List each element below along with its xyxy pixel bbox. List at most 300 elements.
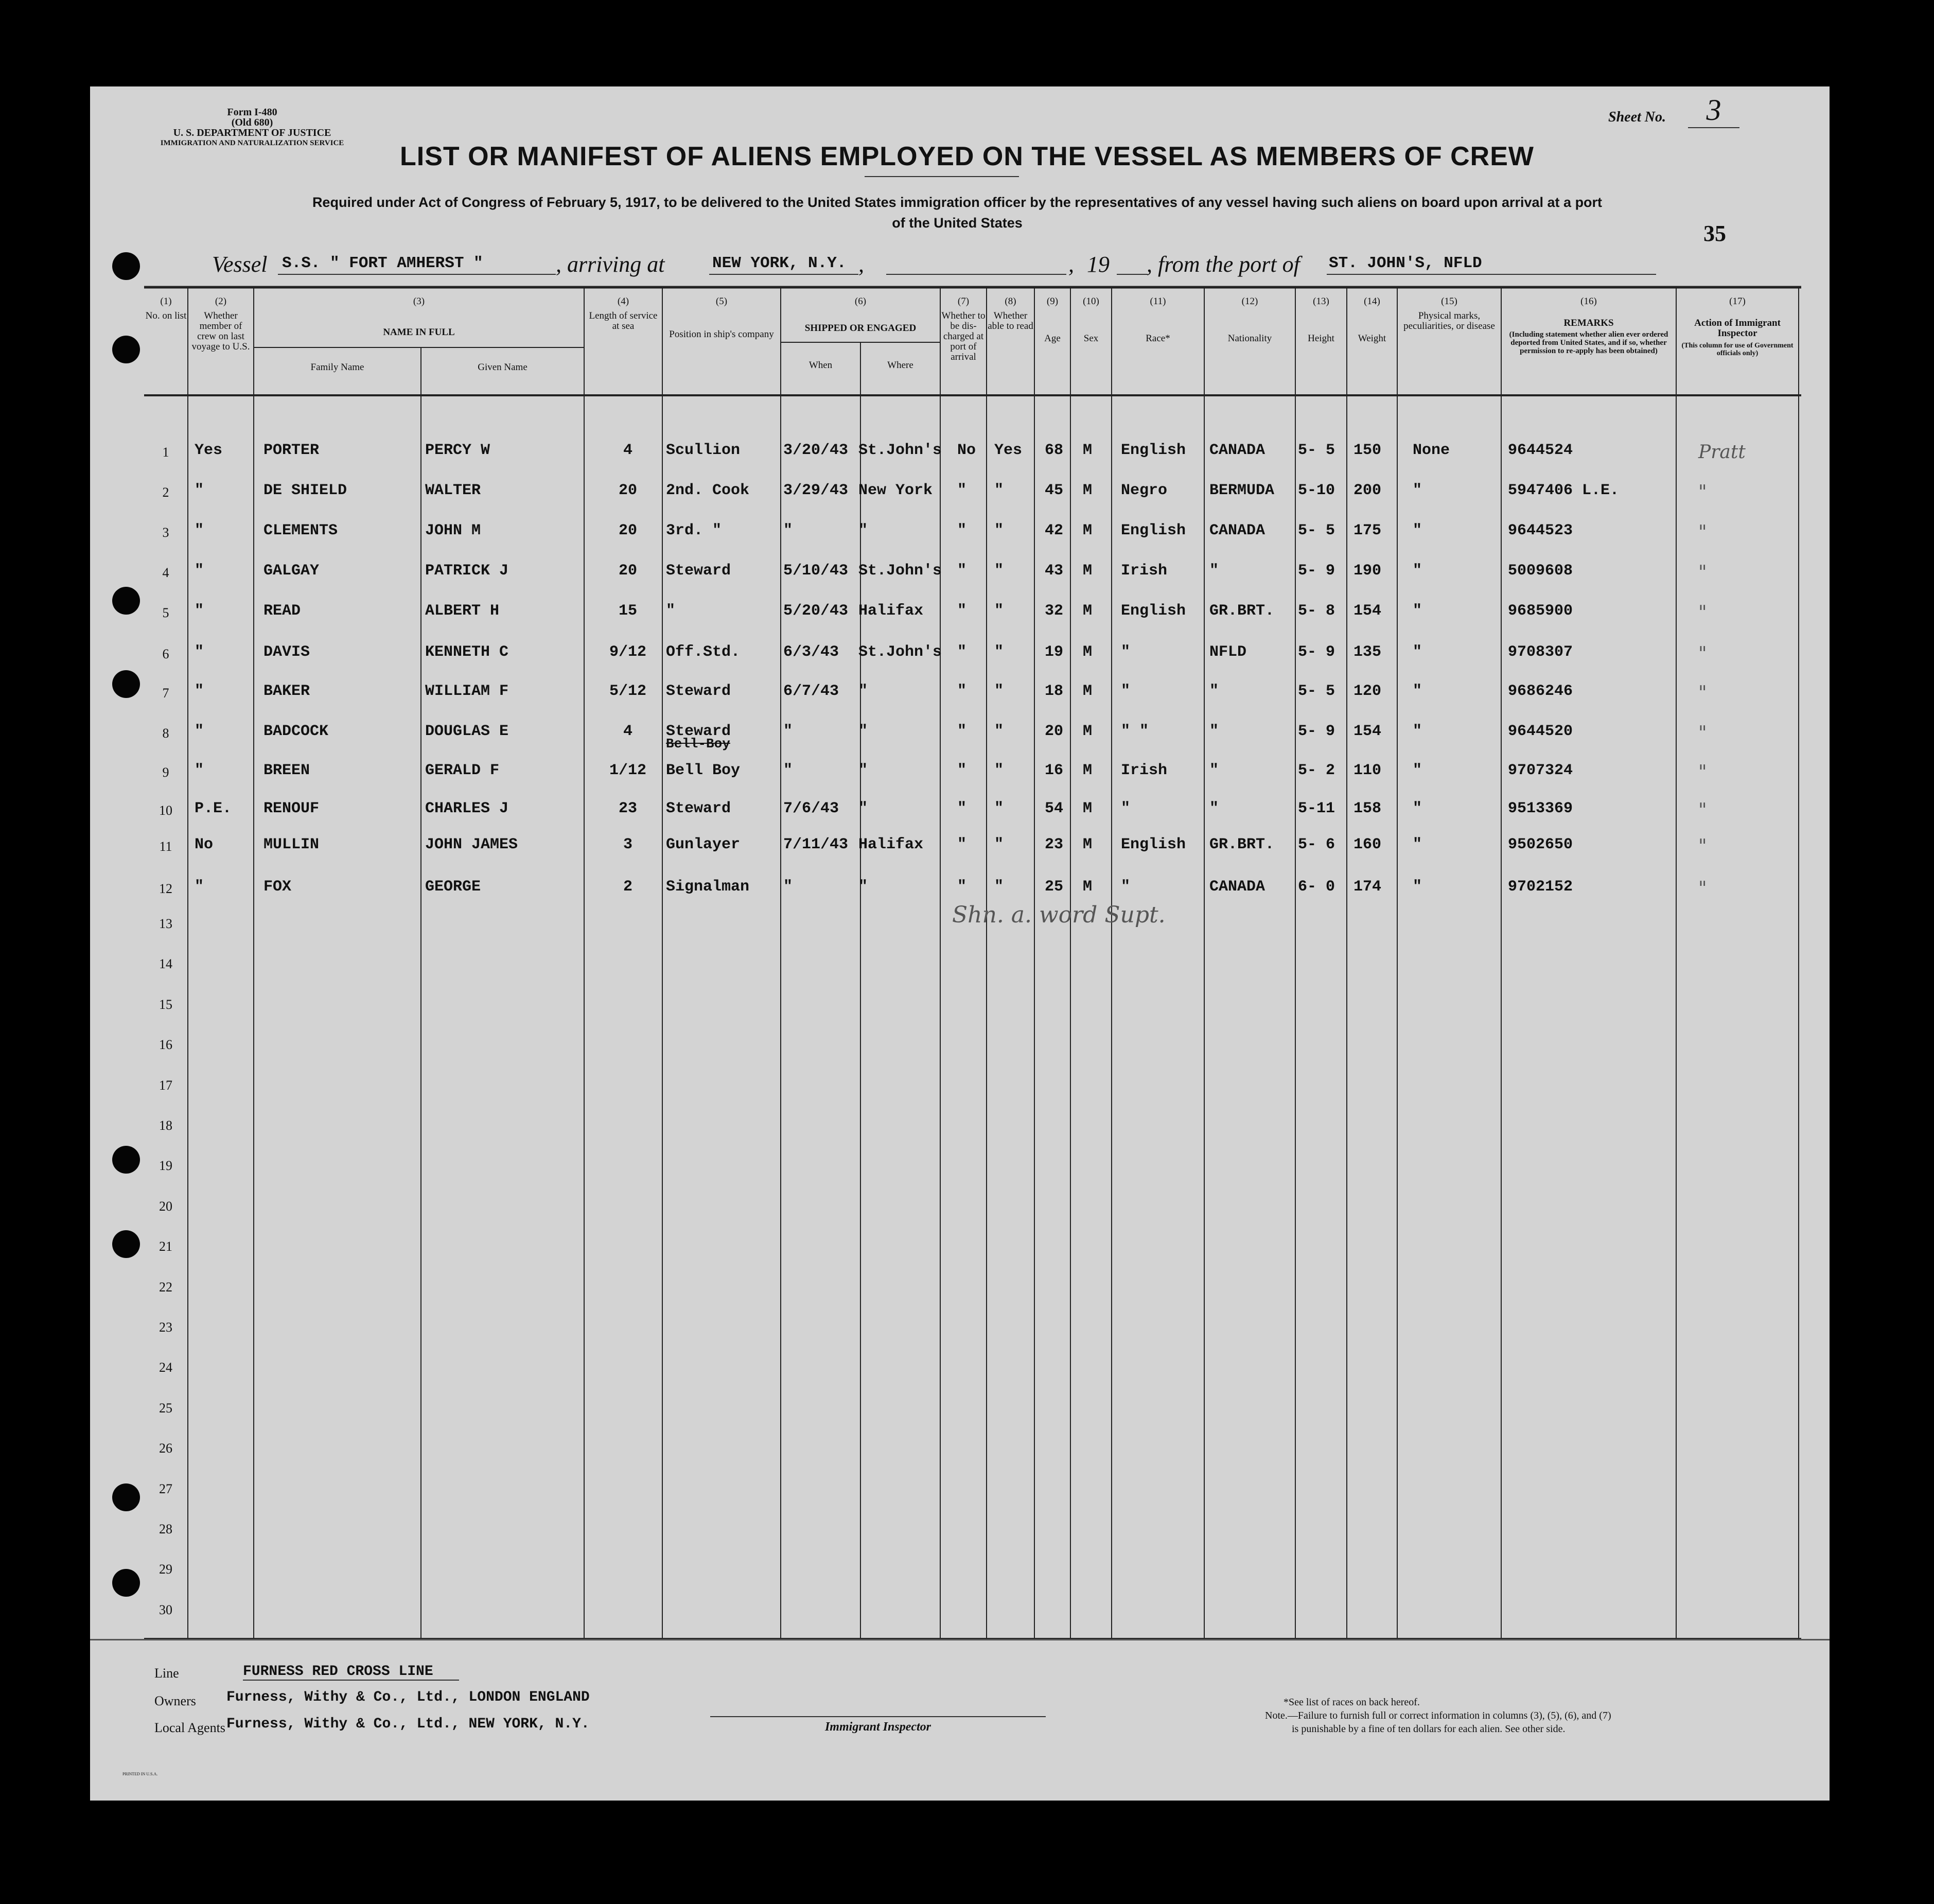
row-number: 30 xyxy=(159,1602,172,1617)
cell-prev-voyage: Yes xyxy=(195,442,223,459)
cell-sex: M xyxy=(1083,762,1093,779)
cell-height: 5- 5 xyxy=(1298,442,1335,459)
column-number: (1) xyxy=(160,296,172,307)
form-number: Form I-480 xyxy=(227,107,277,118)
cell-race: " xyxy=(1121,643,1131,661)
cell-shipped-where: Halifax xyxy=(858,602,924,620)
cell-service-length: 20 xyxy=(618,562,637,580)
agents-label: Local Agents xyxy=(154,1720,225,1735)
row-number: 22 xyxy=(159,1280,172,1295)
printer-mark: PRINTED IN U.S.A. xyxy=(122,1772,158,1776)
column-number: (9) xyxy=(1046,296,1059,307)
cell-prev-voyage: P.E. xyxy=(195,800,232,817)
cell-given-name: JOHN M xyxy=(425,522,481,539)
cell-inspector-action: Pratt xyxy=(1698,442,1746,463)
column-number: (2) xyxy=(215,296,227,307)
cell-age: 25 xyxy=(1045,878,1064,896)
cell-given-name: GERALD F xyxy=(425,762,500,779)
cell-remarks: 9686246 xyxy=(1508,683,1573,700)
cell-physical-marks: " xyxy=(1413,878,1422,896)
cell-height: 5- 5 xyxy=(1298,522,1335,539)
cell-discharged: " xyxy=(957,800,967,817)
cell-shipped-when: 7/6/43 xyxy=(783,800,839,817)
cell-physical-marks: " xyxy=(1413,836,1422,853)
cell-weight: 158 xyxy=(1353,800,1382,817)
row-number: 18 xyxy=(159,1118,172,1133)
cell-service-length: 4 xyxy=(623,442,632,459)
cell-height: 5- 9 xyxy=(1298,643,1335,661)
cell-race: English xyxy=(1121,836,1186,853)
subtitle-line-2: of the United States xyxy=(892,215,1023,231)
cell-able-to-read: " xyxy=(994,643,1004,661)
cell-discharged: " xyxy=(957,562,967,580)
comma: , xyxy=(1068,252,1074,277)
cell-discharged: " xyxy=(957,878,967,896)
arriving-port: NEW YORK, N.Y. xyxy=(712,254,847,272)
cell-prev-voyage: " xyxy=(195,762,204,779)
row-number: 11 xyxy=(159,839,172,854)
cell-nationality: " xyxy=(1209,562,1219,580)
row-number: 21 xyxy=(159,1239,172,1254)
cell-discharged: " xyxy=(957,723,967,740)
row-number: 6 xyxy=(162,647,169,661)
cell-race: English xyxy=(1121,522,1186,539)
cell-inspector-action: " xyxy=(1698,723,1707,744)
cell-remarks: 9702152 xyxy=(1508,878,1573,896)
cell-given-name: WALTER xyxy=(425,482,481,499)
cell-position: " xyxy=(666,602,676,620)
cell-position: Scullion xyxy=(666,442,741,459)
cell-family-name: READ xyxy=(263,602,301,620)
cell-nationality: GR.BRT. xyxy=(1209,836,1275,853)
cell-race: Negro xyxy=(1121,482,1168,499)
column-header-label: No. on list xyxy=(145,310,187,321)
cell-shipped-where: " xyxy=(858,723,868,740)
cell-shipped-when: " xyxy=(783,522,793,539)
cell-shipped-where: " xyxy=(858,762,868,779)
column-header-label: Whether to be dis-charged at port of arrival xyxy=(941,310,986,362)
inspector-signature-line xyxy=(710,1716,1046,1717)
cell-physical-marks: " xyxy=(1413,800,1422,817)
cell-shipped-when: 3/29/43 xyxy=(783,482,849,499)
family-name-header: Family Name xyxy=(310,362,364,373)
cell-weight: 174 xyxy=(1353,878,1382,896)
column-number: (11) xyxy=(1150,296,1166,307)
cell-nationality: " xyxy=(1209,762,1219,779)
cell-able-to-read: " xyxy=(994,800,1004,817)
owners-label: Owners xyxy=(154,1693,196,1708)
cell-remarks: 9644524 xyxy=(1508,442,1573,459)
cell-discharged: " xyxy=(957,683,967,700)
cell-position: Steward xyxy=(666,723,731,740)
cell-height: 5- 8 xyxy=(1298,602,1335,620)
cell-prev-voyage: " xyxy=(195,878,204,896)
row-number: 12 xyxy=(159,881,172,896)
cell-age: 43 xyxy=(1045,562,1064,580)
cell-remarks: 9707324 xyxy=(1508,762,1573,779)
cell-service-length: 15 xyxy=(618,602,637,620)
cell-service-length: 1/12 xyxy=(609,762,646,779)
cell-family-name: CLEMENTS xyxy=(263,522,338,539)
cell-given-name: ALBERT H xyxy=(425,602,500,620)
cell-inspector-action: " xyxy=(1698,878,1707,899)
row-number: 5 xyxy=(162,605,169,620)
cell-inspector-action: " xyxy=(1698,522,1707,543)
column-number: (5) xyxy=(715,296,728,307)
cell-able-to-read: " xyxy=(994,723,1004,740)
cell-sex: M xyxy=(1083,878,1093,896)
cell-given-name: PERCY W xyxy=(425,442,490,459)
cell-inspector-action: " xyxy=(1698,762,1707,783)
column-number: (6) xyxy=(854,296,867,307)
cell-family-name: BAKER xyxy=(263,683,310,700)
cell-sex: M xyxy=(1083,522,1093,539)
footer-rule xyxy=(90,1639,1830,1640)
cell-age: 42 xyxy=(1045,522,1064,539)
cell-family-name: BADCOCK xyxy=(263,723,329,740)
owners-value: Furness, Withy & Co., Ltd., LONDON ENGLAND xyxy=(226,1689,590,1705)
cell-inspector-action: " xyxy=(1698,800,1707,821)
cell-remarks: 5947406 L.E. xyxy=(1508,482,1620,499)
cell-height: 5-10 xyxy=(1298,482,1335,499)
column-number: (16) xyxy=(1580,296,1597,307)
row-number: 29 xyxy=(159,1562,172,1577)
cell-inspector-action: " xyxy=(1698,602,1707,623)
cell-race: " xyxy=(1121,683,1131,700)
cell-prev-voyage: " xyxy=(195,683,204,700)
cell-age: 20 xyxy=(1045,723,1064,740)
subtitle-line-1: Required under Act of Congress of February 5, 1917, to be delivered to the United States immigration officer by the representatives of any vessel having such aliens on board upon arrival at a port xyxy=(312,195,1603,210)
cell-position: Gunlayer xyxy=(666,836,741,853)
given-name-header: Given Name xyxy=(478,362,528,373)
cell-weight: 175 xyxy=(1353,522,1382,539)
cell-nationality: GR.BRT. xyxy=(1209,602,1275,620)
column-number: (10) xyxy=(1083,296,1099,307)
cell-able-to-read: Yes xyxy=(994,442,1023,459)
cell-height: 5- 9 xyxy=(1298,562,1335,580)
column-header-label: Physical marks, peculiarities, or disease xyxy=(1403,310,1495,331)
cell-remarks: 9513369 xyxy=(1508,800,1573,817)
cell-given-name: GEORGE xyxy=(425,878,481,896)
cell-able-to-read: " xyxy=(994,602,1004,620)
cell-physical-marks: " xyxy=(1413,522,1422,539)
cell-prev-voyage: " xyxy=(195,602,204,620)
cell-race: " " xyxy=(1121,723,1149,740)
cell-position: Off.Std. xyxy=(666,643,741,661)
column-header-label: Position in ship's company xyxy=(669,329,774,340)
cell-service-length: 23 xyxy=(618,800,637,817)
cell-remarks: 9685900 xyxy=(1508,602,1573,620)
cell-prev-voyage: No xyxy=(195,836,214,853)
column-header-label: Nationality xyxy=(1227,333,1272,344)
cell-able-to-read: " xyxy=(994,878,1004,896)
when-header: When xyxy=(808,360,833,371)
cell-inspector-action: " xyxy=(1698,482,1707,503)
cell-position: Steward xyxy=(666,683,731,700)
row-number: 24 xyxy=(159,1360,172,1375)
cell-physical-marks: " xyxy=(1413,643,1422,661)
cell-shipped-when: 7/11/43 xyxy=(783,836,849,853)
cell-height: 5- 2 xyxy=(1298,762,1335,779)
cell-physical-marks: " xyxy=(1413,562,1422,580)
cell-weight: 120 xyxy=(1353,683,1382,700)
races-note: *See list of races on back hereof. xyxy=(1284,1697,1420,1708)
cell-sex: M xyxy=(1083,836,1093,853)
cell-remarks: 9502650 xyxy=(1508,836,1573,853)
page-number: 35 xyxy=(1703,221,1726,246)
cell-family-name: RENOUF xyxy=(263,800,320,817)
row-number: 20 xyxy=(159,1199,172,1214)
cell-discharged: " xyxy=(957,522,967,539)
cell-prev-voyage: " xyxy=(195,723,204,740)
row-number: 7 xyxy=(162,686,169,701)
comma: , xyxy=(858,252,864,277)
action-header: Action of Immigrant Inspector xyxy=(1694,318,1781,339)
line-value: FURNESS RED CROSS LINE xyxy=(243,1664,459,1681)
cell-height: 5- 5 xyxy=(1298,683,1335,700)
cell-shipped-when: 5/10/43 xyxy=(783,562,849,580)
cell-position: Bell Boy xyxy=(666,762,741,779)
row-number: 16 xyxy=(159,1037,172,1052)
cell-shipped-where: Halifax xyxy=(858,836,924,853)
cell-service-length: 20 xyxy=(618,482,637,499)
cell-height: 5- 9 xyxy=(1298,723,1335,740)
cell-service-length: 3 xyxy=(623,836,632,853)
cell-shipped-when: 3/20/43 xyxy=(783,442,849,459)
cell-shipped-where: St.John's xyxy=(858,643,942,661)
cell-family-name: MULLIN xyxy=(263,836,320,853)
cell-discharged: " xyxy=(957,836,967,853)
sheet-number: 3 xyxy=(1688,93,1739,128)
cell-able-to-read: " xyxy=(994,683,1004,700)
cell-able-to-read: " xyxy=(994,562,1004,580)
cell-given-name: WILLIAM F xyxy=(425,683,509,700)
cell-nationality: CANADA xyxy=(1209,878,1265,896)
row-number: 17 xyxy=(159,1078,172,1093)
column-number: (17) xyxy=(1729,296,1746,307)
column-number: (14) xyxy=(1364,296,1380,307)
cell-weight: 135 xyxy=(1353,643,1382,661)
sheet-label: Sheet No. xyxy=(1608,109,1666,125)
cell-position: 2nd. Cook xyxy=(666,482,750,499)
cell-family-name: GALGAY xyxy=(263,562,320,580)
cell-family-name: DAVIS xyxy=(263,643,310,661)
cell-position: Signalman xyxy=(666,878,750,896)
fine-note-line-1: Note.—Failure to furnish full or correct information in columns (3), (5), (6), and (7) xyxy=(1265,1710,1611,1721)
cell-weight: 154 xyxy=(1353,723,1382,740)
cell-height: 6- 0 xyxy=(1298,878,1335,896)
row-number: 25 xyxy=(159,1401,172,1416)
cell-inspector-action: " xyxy=(1698,683,1707,704)
cell-height: 5-11 xyxy=(1298,800,1335,817)
cell-sex: M xyxy=(1083,442,1093,459)
cell-nationality: CANADA xyxy=(1209,442,1265,459)
column-number: (7) xyxy=(957,296,970,307)
cell-sex: M xyxy=(1083,643,1093,661)
cell-physical-marks: " xyxy=(1413,482,1422,499)
row-number: 4 xyxy=(162,565,169,580)
cell-service-length: 4 xyxy=(623,723,632,740)
cell-prev-voyage: " xyxy=(195,482,204,499)
cell-race: " xyxy=(1121,800,1131,817)
cell-age: 16 xyxy=(1045,762,1064,779)
cell-shipped-where: New York xyxy=(858,482,933,499)
cell-age: 19 xyxy=(1045,643,1064,661)
cell-sex: M xyxy=(1083,800,1093,817)
cell-height: 5- 6 xyxy=(1298,836,1335,853)
cell-service-length: 9/12 xyxy=(609,643,646,661)
row-number: 3 xyxy=(162,525,169,540)
cell-weight: 160 xyxy=(1353,836,1382,853)
cell-able-to-read: " xyxy=(994,522,1004,539)
cell-age: 68 xyxy=(1045,442,1064,459)
form-old-number: (Old 680) xyxy=(231,117,273,128)
cell-family-name: DE SHIELD xyxy=(263,482,347,499)
cell-race: Irish xyxy=(1121,562,1168,580)
cell-nationality: " xyxy=(1209,683,1219,700)
cell-shipped-where: " xyxy=(858,878,868,896)
cell-discharged: " xyxy=(957,762,967,779)
cell-shipped-when: " xyxy=(783,878,793,896)
row-number: 26 xyxy=(159,1441,172,1456)
cell-physical-marks: None xyxy=(1413,442,1450,459)
row-number: 9 xyxy=(162,765,169,780)
column-number: (4) xyxy=(617,296,629,307)
cell-weight: 150 xyxy=(1353,442,1382,459)
cell-shipped-where: St.John's xyxy=(858,562,942,580)
cell-shipped-when: " xyxy=(783,762,793,779)
cell-sex: M xyxy=(1083,683,1093,700)
cell-nationality: " xyxy=(1209,800,1219,817)
cell-race: " xyxy=(1121,878,1131,896)
shipped-engaged-header: SHIPPED OR ENGAGED xyxy=(804,323,917,334)
column-header-label: Length of service at sea xyxy=(589,310,658,331)
service-name: IMMIGRATION AND NATURALIZATION SERVICE xyxy=(160,139,344,147)
column-number: (15) xyxy=(1441,296,1457,307)
cell-given-name: DOUGLAS E xyxy=(425,723,509,740)
cell-sex: M xyxy=(1083,723,1093,740)
cell-age: 54 xyxy=(1045,800,1064,817)
cell-shipped-when: 6/3/43 xyxy=(783,643,839,661)
cell-given-name: JOHN JAMES xyxy=(425,836,518,853)
where-header: Where xyxy=(887,360,913,371)
column-number: (3) xyxy=(413,296,425,307)
column-header-label: Weight xyxy=(1358,333,1386,344)
cell-prev-voyage: " xyxy=(195,562,204,580)
cell-race: Irish xyxy=(1121,762,1168,779)
cell-shipped-when: 5/20/43 xyxy=(783,602,849,620)
column-header-label: Whether able to read xyxy=(988,310,1033,331)
cell-weight: 190 xyxy=(1353,562,1382,580)
row-number: 28 xyxy=(159,1522,172,1536)
cell-race: English xyxy=(1121,602,1186,620)
fine-note-line-2: is punishable by a fine of ten dollars for each alien. See other side. xyxy=(1292,1723,1566,1735)
cell-remarks: 5009608 xyxy=(1508,562,1573,580)
cell-discharged: " xyxy=(957,602,967,620)
cell-given-name: CHARLES J xyxy=(425,800,509,817)
cell-shipped-where: " xyxy=(858,800,868,817)
cell-weight: 200 xyxy=(1353,482,1382,499)
cell-nationality: NFLD xyxy=(1209,643,1247,661)
column-number: (8) xyxy=(1005,296,1016,307)
column-number: (13) xyxy=(1313,296,1329,307)
vessel-label: Vessel xyxy=(212,252,268,277)
cell-remarks: 9644520 xyxy=(1508,723,1573,740)
row-number: 2 xyxy=(162,485,169,500)
arriving-label: , arriving at xyxy=(556,252,665,277)
cell-inspector-action: " xyxy=(1698,562,1707,583)
cell-physical-marks: " xyxy=(1413,762,1422,779)
row-number: 13 xyxy=(159,916,172,931)
cell-able-to-read: " xyxy=(994,836,1004,853)
cell-able-to-read: " xyxy=(994,762,1004,779)
cell-shipped-where: " xyxy=(858,522,868,539)
agents-value: Furness, Withy & Co., Ltd., NEW YORK, N.Y. xyxy=(226,1716,590,1732)
column-header-label: Height xyxy=(1308,333,1334,344)
cell-race: English xyxy=(1121,442,1186,459)
column-header-label: Whether member of crew on last voyage to U.S. xyxy=(191,310,250,352)
row-number: 23 xyxy=(159,1320,172,1335)
row-number: 10 xyxy=(159,803,172,818)
cell-discharged: " xyxy=(957,643,967,661)
page-title: LIST OR MANIFEST OF ALIENS EMPLOYED ON THE VESSEL AS MEMBERS OF CREW xyxy=(400,142,1534,171)
cell-prev-voyage: " xyxy=(195,643,204,661)
cell-age: 18 xyxy=(1045,683,1064,700)
cell-age: 23 xyxy=(1045,836,1064,853)
cell-position: Steward xyxy=(666,800,731,817)
handwritten-note: Shn. a. word Supt. xyxy=(952,902,1166,928)
cell-prev-voyage: " xyxy=(195,522,204,539)
cell-weight: 110 xyxy=(1353,762,1382,779)
cell-physical-marks: " xyxy=(1413,723,1422,740)
department-name: U. S. DEPARTMENT OF JUSTICE xyxy=(173,127,331,138)
row-number: 27 xyxy=(159,1481,172,1496)
cell-inspector-action: " xyxy=(1698,643,1707,665)
row-number: 1 xyxy=(162,445,169,460)
cell-position: Steward xyxy=(666,562,731,580)
from-label: , from the port of xyxy=(1147,252,1300,277)
remarks-note: (Including statement whether alien ever ordered deported from United States, and if so, whether permission to re-apply has been obtained) xyxy=(1509,330,1668,355)
cell-discharged: No xyxy=(957,442,976,459)
cell-service-length: 5/12 xyxy=(609,683,646,700)
line-label: Line xyxy=(154,1666,179,1681)
cell-given-name: KENNETH C xyxy=(425,643,509,661)
column-number: (12) xyxy=(1241,296,1258,307)
cell-family-name: PORTER xyxy=(263,442,320,459)
cell-remarks: 9644523 xyxy=(1508,522,1573,539)
cell-nationality: CANADA xyxy=(1209,522,1265,539)
cell-weight: 154 xyxy=(1353,602,1382,620)
column-header-label: Age xyxy=(1044,333,1061,344)
cell-position-struck: Bell-Boy xyxy=(666,736,730,752)
cell-shipped-where: St.John's xyxy=(858,442,942,459)
cell-nationality: BERMUDA xyxy=(1209,482,1275,499)
cell-shipped-when: " xyxy=(783,723,793,740)
cell-physical-marks: " xyxy=(1413,683,1422,700)
cell-given-name: PATRICK J xyxy=(425,562,509,580)
cell-family-name: BREEN xyxy=(263,762,310,779)
cell-discharged: " xyxy=(957,482,967,499)
cell-age: 32 xyxy=(1045,602,1064,620)
cell-shipped-when: 6/7/43 xyxy=(783,683,839,700)
column-header-label: Sex xyxy=(1083,333,1099,344)
cell-sex: M xyxy=(1083,482,1093,499)
cell-age: 45 xyxy=(1045,482,1064,499)
row-number: 15 xyxy=(159,997,172,1012)
from-port: ST. JOHN'S, NFLD xyxy=(1329,254,1482,272)
row-number: 8 xyxy=(162,726,169,741)
cell-remarks: 9708307 xyxy=(1508,643,1573,661)
